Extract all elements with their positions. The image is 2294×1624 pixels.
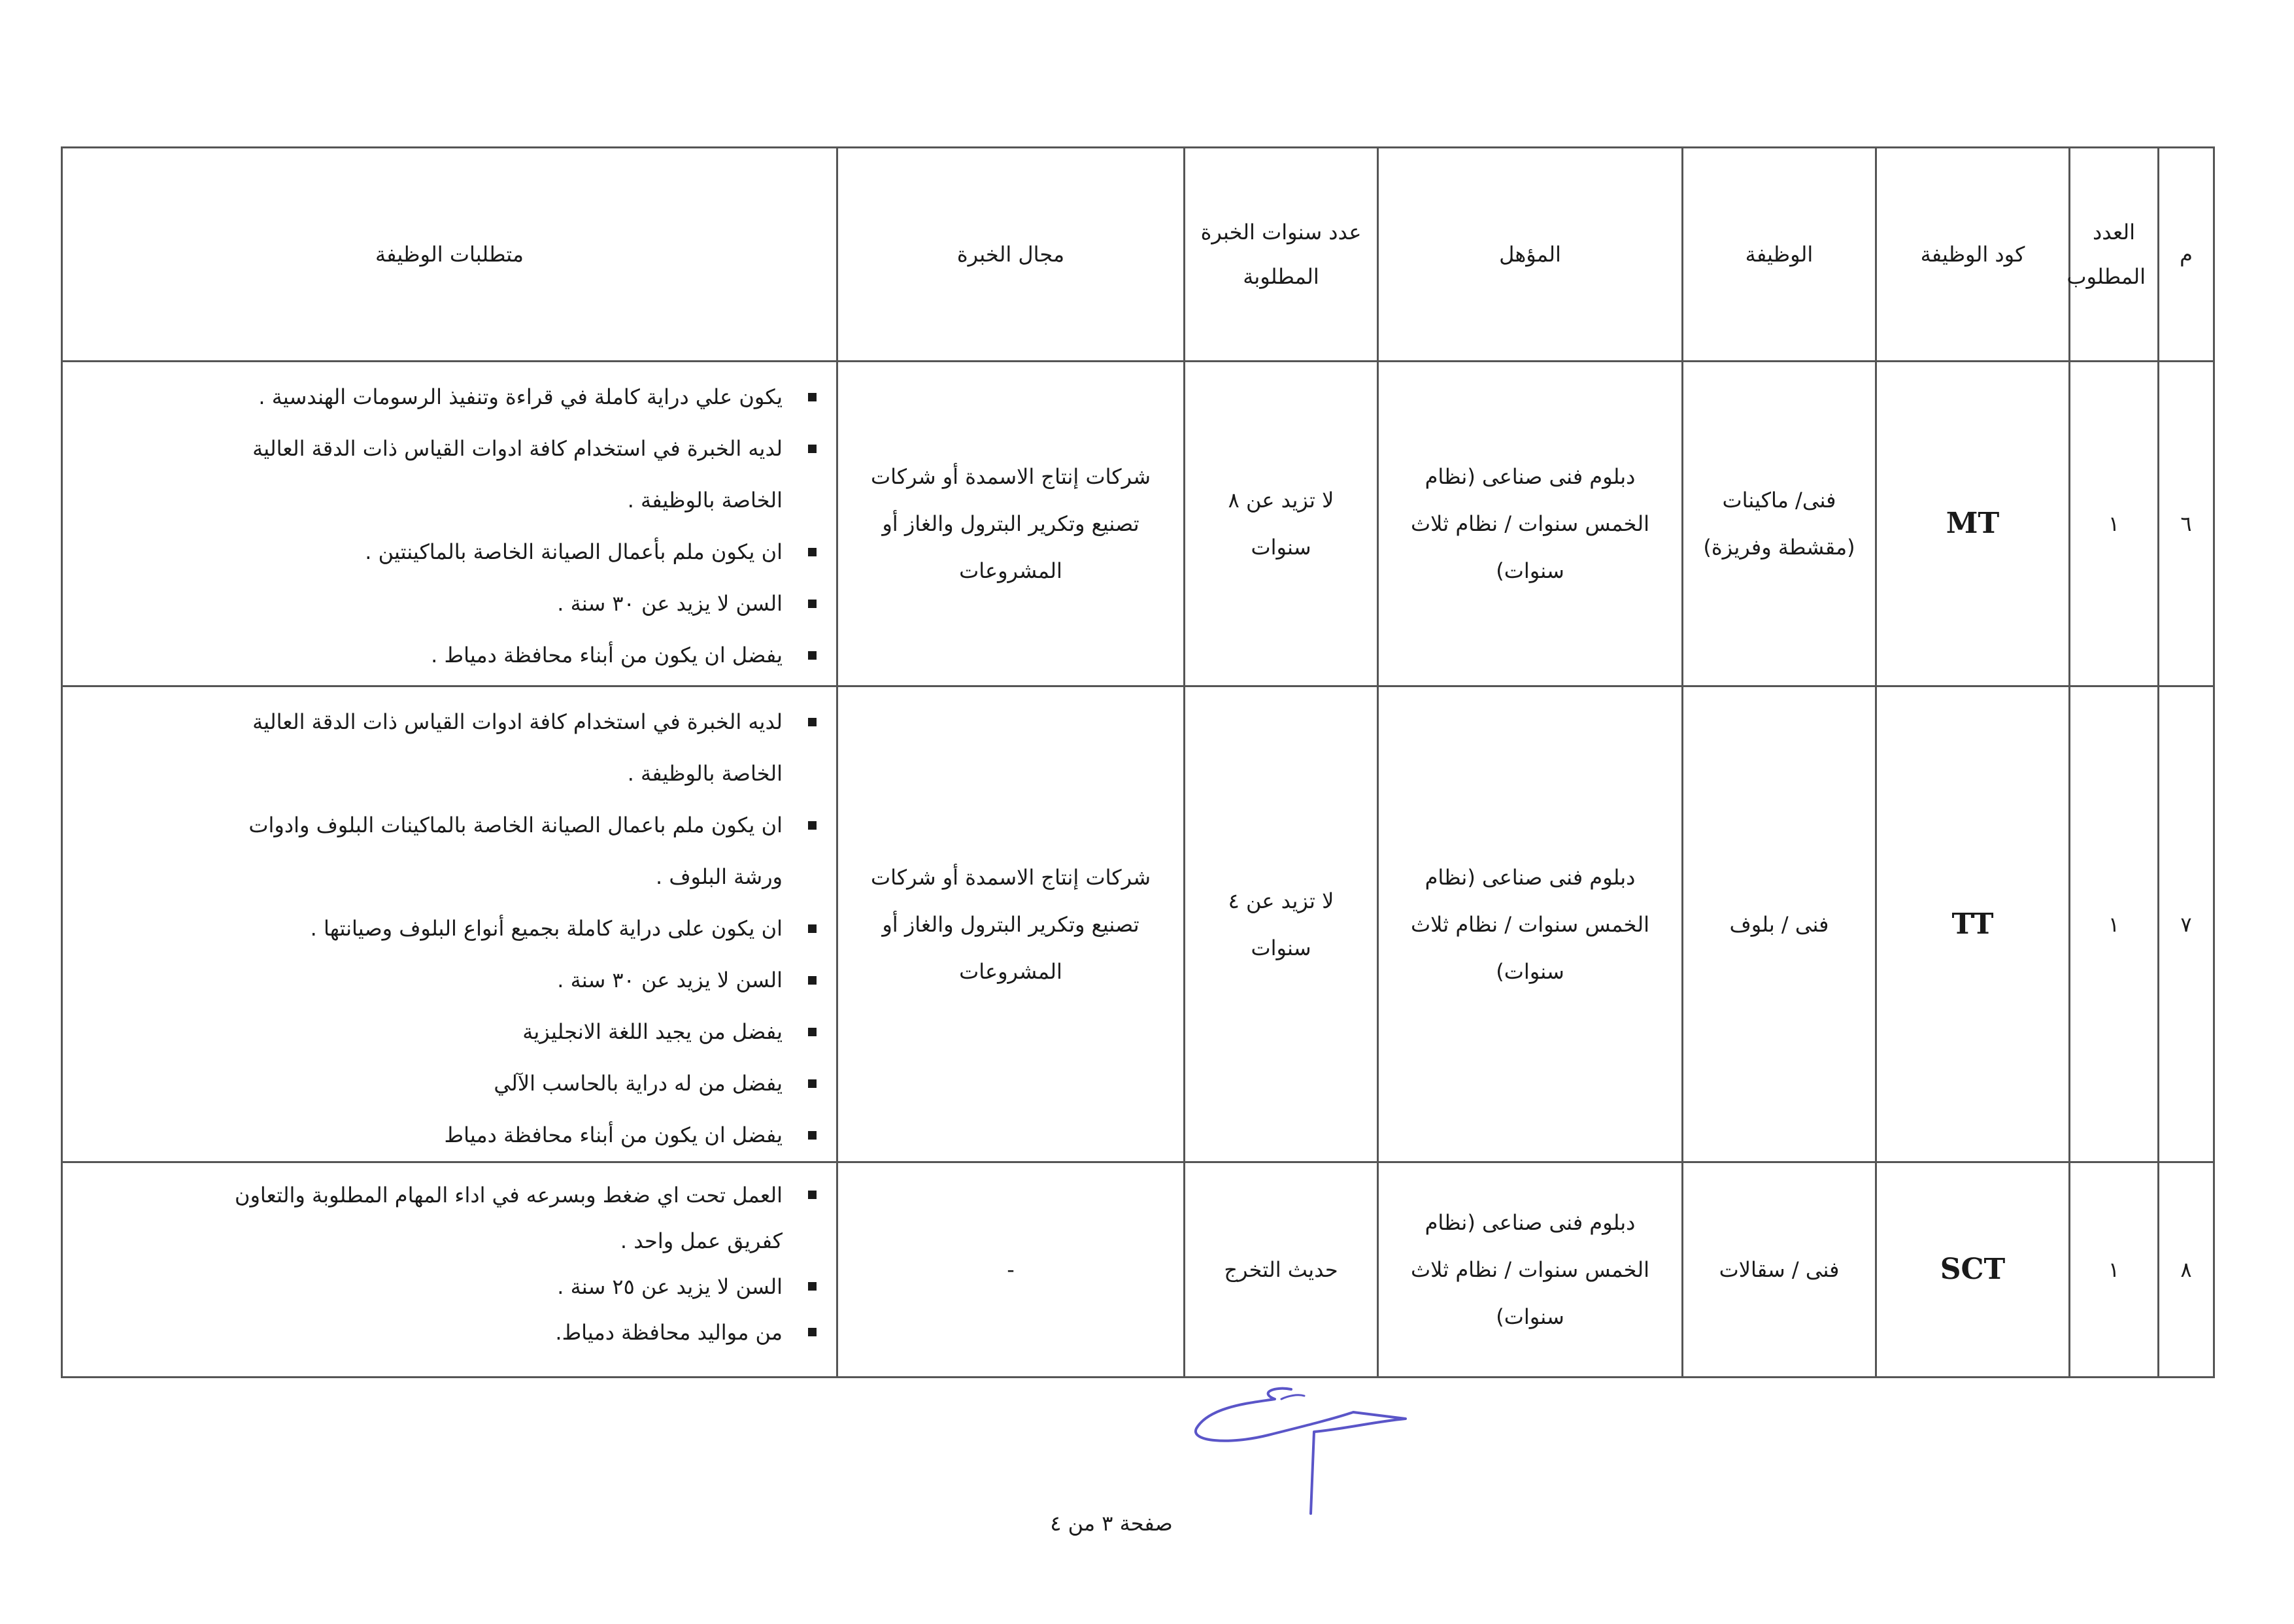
requirement-text: يفضل من يجيد اللغة الانجليزية xyxy=(522,1019,783,1044)
requirement-text: يفضل ان يكون من أبناء محافظة دمياط xyxy=(444,1123,783,1147)
signature-icon xyxy=(1190,1373,1425,1523)
table-row xyxy=(62,362,2214,686)
row-code: MT xyxy=(1876,362,2070,686)
bullet-icon xyxy=(808,1191,817,1199)
requirement-item xyxy=(75,1058,817,1109)
header-job: الوظيفة xyxy=(1683,148,1876,362)
row-requirements xyxy=(62,362,837,686)
requirement-text: السن لا يزيد عن ٣٠ سنة . xyxy=(557,591,783,616)
requirement-text: الخاصة بالوظيفة . xyxy=(627,488,783,513)
bullet-icon xyxy=(808,821,817,830)
row-qualification: دبلوم فنى صناعى (نظام الخمس سنوات / نظام ثلاث سنوات) xyxy=(1378,1162,1683,1378)
requirements-list xyxy=(75,696,817,1161)
row-job: فنى / سقالات xyxy=(1683,1162,1876,1378)
row-index: ٨ xyxy=(2159,1162,2214,1378)
requirement-continuation xyxy=(75,1218,817,1264)
requirement-item xyxy=(75,630,817,681)
row-job: فنى/ ماكينات (مقشطة وفريزة) xyxy=(1683,362,1876,686)
row-qualification: دبلوم فنى صناعى (نظام الخمس سنوات / نظام ثلاث سنوات) xyxy=(1378,362,1683,686)
header-experience-field: مجال الخبرة xyxy=(837,148,1185,362)
row-count: ١ xyxy=(2070,1162,2159,1378)
requirement-text: كفريق عمل واحد . xyxy=(620,1228,783,1253)
requirement-item xyxy=(75,1264,817,1310)
requirement-item xyxy=(75,955,817,1006)
requirement-text: لديه الخبرة في استخدام كافة ادوات القياس ذات الدقة العالية xyxy=(252,709,783,734)
header-row xyxy=(62,148,2214,362)
requirement-text: لديه الخبرة في استخدام كافة ادوات القياس ذات الدقة العالية xyxy=(252,436,783,461)
bullet-icon xyxy=(808,1282,817,1291)
bullet-icon xyxy=(808,1028,817,1036)
header-count: العدد المطلوب xyxy=(2070,148,2159,362)
requirement-text: من مواليد محافظة دمياط. xyxy=(555,1320,783,1345)
requirement-item xyxy=(75,903,817,955)
requirement-text: الخاصة بالوظيفة . xyxy=(627,761,783,786)
requirement-item xyxy=(75,1006,817,1058)
requirement-text: يفضل من له دراية بالحاسب الآلي xyxy=(494,1071,783,1096)
requirement-item xyxy=(75,423,817,475)
header-qualification: المؤهل xyxy=(1378,148,1683,362)
requirement-text: ان يكون على دراية كاملة بجميع أنواع البلوف وصيانتها . xyxy=(310,916,783,941)
requirements-list xyxy=(75,371,817,681)
header-code: كود الوظيفة xyxy=(1876,148,2070,362)
bullet-icon xyxy=(808,445,817,453)
page-number: صفحة ٣ من ٤ xyxy=(1050,1511,1173,1536)
row-requirements xyxy=(62,1162,837,1378)
bullet-icon xyxy=(808,1079,817,1088)
requirement-text: العمل تحت اي ضغط وبسرعه في اداء المهام المطلوبة والتعاون xyxy=(234,1183,783,1208)
requirement-text: يفضل ان يكون من أبناء محافظة دمياط . xyxy=(431,643,783,668)
table-row xyxy=(62,686,2214,1162)
requirement-item xyxy=(75,1310,817,1355)
header-index: م xyxy=(2159,148,2214,362)
bullet-icon xyxy=(808,651,817,660)
requirements-list xyxy=(75,1172,817,1355)
bullet-icon xyxy=(808,1328,817,1336)
bullet-icon xyxy=(808,600,817,608)
row-qualification: دبلوم فنى صناعى (نظام الخمس سنوات / نظام ثلاث سنوات) xyxy=(1378,686,1683,1162)
requirement-text: السن لا يزيد عن ٣٠ سنة . xyxy=(557,968,783,992)
row-experience-years: لا تزيد عن ٨ سنوات xyxy=(1185,362,1378,686)
bullet-icon xyxy=(808,924,817,933)
row-index: ٦ xyxy=(2159,362,2214,686)
bullet-icon xyxy=(808,976,817,985)
requirement-text: السن لا يزيد عن ٢٥ سنة . xyxy=(557,1274,783,1299)
bullet-icon xyxy=(808,393,817,401)
jobs-table xyxy=(61,146,2215,1378)
requirement-text: يكون علي دراية كاملة في قراءة وتنفيذ الرسومات الهندسية . xyxy=(258,384,783,409)
bullet-icon xyxy=(808,718,817,726)
requirement-item xyxy=(75,371,817,423)
row-requirements xyxy=(62,686,837,1162)
requirement-item xyxy=(75,1172,817,1218)
row-index: ٧ xyxy=(2159,686,2214,1162)
requirement-item xyxy=(75,696,817,748)
row-experience-years: حديث التخرج xyxy=(1185,1162,1378,1378)
row-job: فنى / بلوف xyxy=(1683,686,1876,1162)
row-count: ١ xyxy=(2070,362,2159,686)
header-experience-years: عدد سنوات الخبرة المطلوبة xyxy=(1185,148,1378,362)
requirement-text: ان يكون ملم بأعمال الصيانة الخاصة بالماكينتين . xyxy=(365,539,783,564)
requirement-text: ورشة البلوف . xyxy=(656,864,783,889)
row-code: TT xyxy=(1876,686,2070,1162)
row-experience-field: شركات إنتاج الاسمدة أو شركات تصنيع وتكرير البترول والغاز أو المشروعات xyxy=(837,686,1185,1162)
bullet-icon xyxy=(808,1131,817,1140)
row-experience-field: - xyxy=(837,1162,1185,1378)
bullet-icon xyxy=(808,548,817,556)
row-count: ١ xyxy=(2070,686,2159,1162)
row-experience-field: شركات إنتاج الاسمدة أو شركات تصنيع وتكرير البترول والغاز أو المشروعات xyxy=(837,362,1185,686)
requirement-continuation xyxy=(75,748,817,800)
row-code: SCT xyxy=(1876,1162,2070,1378)
requirement-continuation xyxy=(75,851,817,903)
header-requirements: متطلبات الوظيفة xyxy=(62,148,837,362)
table-row xyxy=(62,1162,2214,1378)
requirement-item xyxy=(75,1109,817,1161)
requirement-item xyxy=(75,578,817,630)
requirement-item xyxy=(75,526,817,578)
requirement-continuation xyxy=(75,475,817,526)
requirement-text: ان يكون ملم باعمال الصيانة الخاصة بالماكينات البلوف وادوات xyxy=(248,813,783,837)
requirement-item xyxy=(75,800,817,851)
row-experience-years: لا تزيد عن ٤ سنوات xyxy=(1185,686,1378,1162)
